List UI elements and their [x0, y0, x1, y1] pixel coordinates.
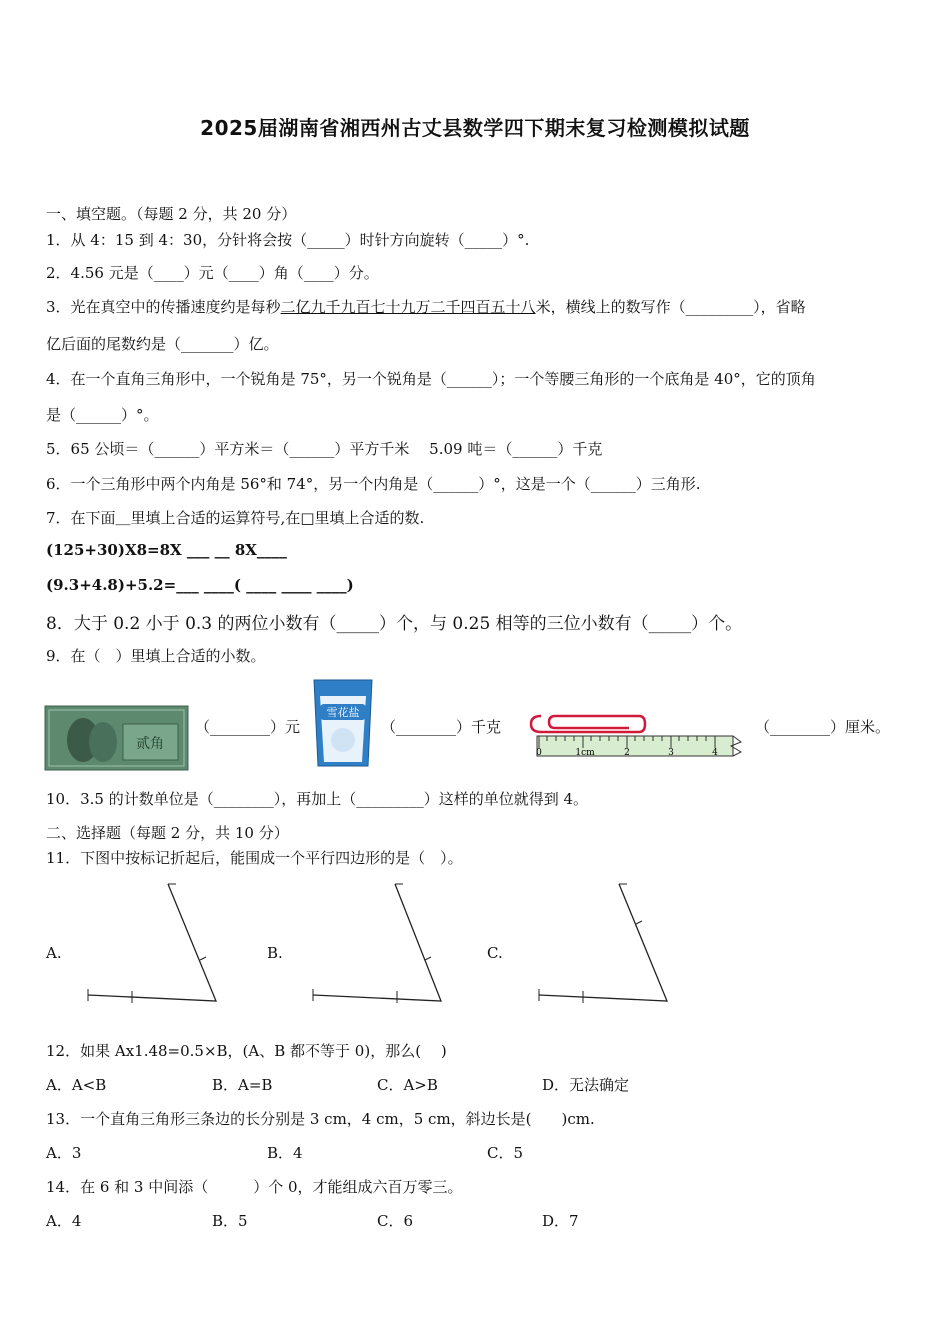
question-14: 14．在 6 和 3 中间添（ ）个 0，才能组成六百万零三。: [46, 1178, 463, 1196]
option-b-figure: [311, 880, 451, 1006]
question-1: 1．从 4：15 到 4：30，分针将会按（_____）时针方向旋转（_____）°.: [46, 231, 530, 249]
question-5: 5．65 公顷＝（______）平方米＝（______）平方千米 5.09 吨＝（______）千克: [46, 440, 603, 458]
question-7-expression-b: (9.3+4.8)+5.2=___ ____( ____ ____ ____): [46, 576, 354, 594]
ruler-tick-1: 1cm: [575, 748, 595, 758]
ruler-tick-0: 0: [536, 748, 542, 758]
question-4-line-1: 4．在一个直角三角形中，一个锐角是 75°，另一个锐角是（______）；一个等腰三角形的一个底角是 40°，它的顶角: [46, 370, 816, 388]
question-11-option-c-label: C.: [487, 944, 503, 962]
paperclip-ruler-image: [521, 706, 761, 766]
question-12-option-d: D．无法确定: [542, 1076, 630, 1094]
question-8: 8．大于 0.2 小于 0.3 的两位小数有（_____）个，与 0.25 相等的三位小数有（_____）个。: [46, 614, 743, 634]
banknote-label: 贰角: [136, 736, 164, 752]
question-3-prefix: 3．光在真空中的传播速度约是每秒: [46, 298, 281, 316]
ruler-tick-3: 3: [668, 748, 674, 758]
question-7: 7．在下面＿里填上合适的运算符号,在□里填上合适的数.: [46, 509, 425, 527]
question-13-option-a: A．3: [46, 1144, 82, 1162]
question-9: 9．在（ ）里填上合适的小数。: [46, 647, 266, 665]
question-12-option-b: B．A=B: [212, 1076, 273, 1094]
option-c-figure: [537, 880, 677, 1006]
question-11-option-b-label: B.: [267, 944, 283, 962]
question-9-blank-kg: （________）千克: [381, 718, 502, 736]
salt-bag-image: [310, 676, 376, 770]
question-3-line-1: [46, 296, 806, 317]
ruler-tick-4: 4: [712, 748, 718, 758]
question-14-option-d: D．7: [542, 1212, 579, 1230]
question-4-line-2: 是（______）°。: [46, 406, 159, 424]
option-a-figure: [86, 880, 226, 1006]
question-10: 10．3.5 的计数单位是（________），再加上（_________）这样的单位就得到 4。: [46, 790, 589, 808]
question-12: 12．如果 Ax1.48=0.5×B，(A、B 都不等于 0)，那么( ): [46, 1042, 447, 1060]
question-9-blank-yuan: （________）元: [195, 718, 301, 736]
question-13-option-b: B．4: [267, 1144, 303, 1162]
banknote-image: [45, 706, 188, 770]
question-14-option-a: A．4: [46, 1212, 82, 1230]
question-3-line-2: 亿后面的尾数约是（_______）亿。: [46, 335, 279, 353]
question-3-underlined-number: 二亿九千九百七十九万二千四百五十八: [280, 298, 536, 316]
question-14-option-b: B．5: [212, 1212, 248, 1230]
question-13-option-c: C．5: [487, 1144, 524, 1162]
question-12-option-a: A．A<B: [46, 1076, 107, 1094]
question-14-option-c: C．6: [377, 1212, 414, 1230]
question-9-blank-cm: （________）厘米。: [755, 718, 891, 736]
question-2: 2．4.56 元是（____）元（____）角（____）分。: [46, 264, 379, 282]
salt-bag-label: 雪花盐: [326, 706, 360, 719]
question-11-option-a-label: A.: [46, 944, 62, 962]
section-heading-choice: 二、选择题（每题 2 分，共 10 分）: [46, 824, 289, 842]
page-title: 2025届湖南省湘西州古丈县数学四下期末复习检测模拟试题: [200, 116, 750, 140]
question-11: 11．下图中按标记折起后，能围成一个平行四边形的是（ ）。: [46, 849, 463, 867]
question-12-option-c: C．A>B: [377, 1076, 438, 1094]
ruler-tick-2: 2: [624, 748, 630, 758]
question-13: 13．一个直角三角形三条边的长分别是 3 cm，4 cm，5 cm，斜边长是( )cm.: [46, 1110, 595, 1128]
section-heading-fill-blank: 一、填空题。（每题 2 分，共 20 分）: [46, 205, 297, 223]
question-3-suffix: 米，横线上的数写作（_________），省略: [535, 298, 806, 316]
question-6: 6．一个三角形中两个内角是 56°和 74°，另一个内角是（______）°，这是一个（______）三角形.: [46, 475, 701, 493]
question-7-expression-a: (125+30)X8=8X ___ __ 8X____: [46, 541, 287, 559]
